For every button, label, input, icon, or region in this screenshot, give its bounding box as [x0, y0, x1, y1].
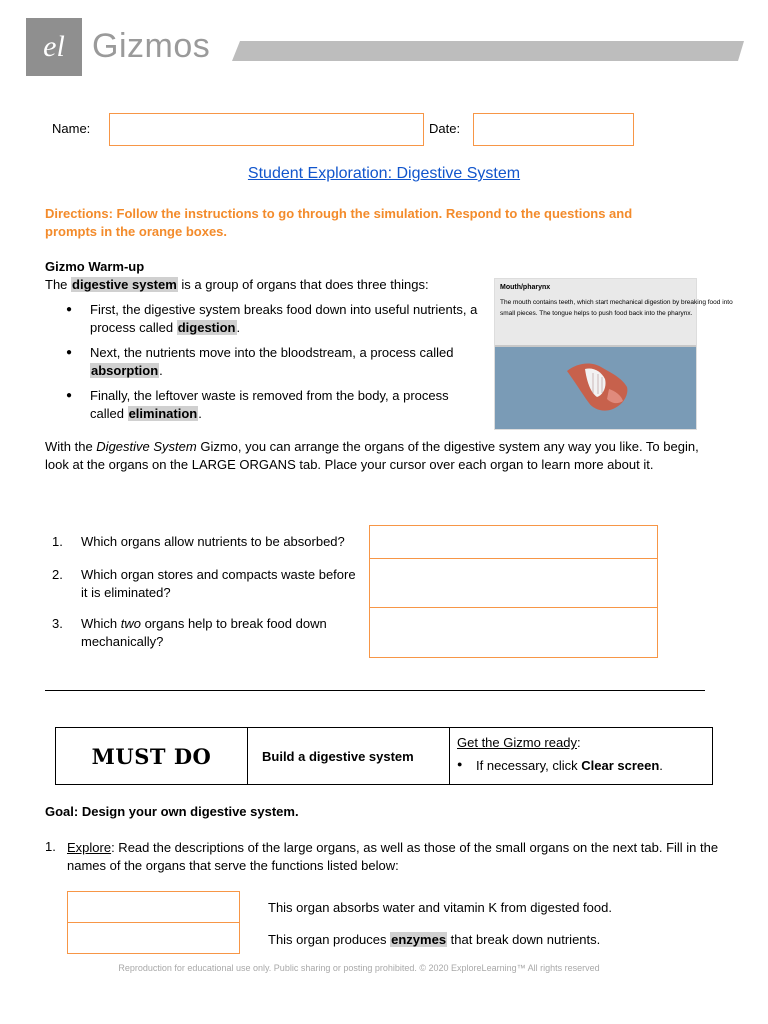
- date-field[interactable]: [473, 113, 634, 146]
- organ-answer-box-2[interactable]: [67, 922, 240, 954]
- goal-text: Goal: Design your own digestive system.: [45, 804, 299, 819]
- footer-copyright: Reproduction for educational use only. Public sharing or posting prohibited. © 2020 ExploreLearning™ All rights reserved: [118, 963, 600, 973]
- clear-screen-term: Clear screen: [581, 758, 660, 773]
- simulation-screenshot: [494, 278, 733, 430]
- explorelearning-logo: [26, 18, 82, 76]
- term-elimination: elimination: [128, 406, 198, 421]
- list-item: ● Next, the nutrients move into the bloodstream, a process called absorption.: [62, 344, 482, 380]
- question-list: 1. Which organs allow nutrients to be absorbed? 2. Which organ stores and compacts waste before it is eliminated? 3. Which two organs help to break food down mechanically?: [52, 534, 356, 649]
- header-bar: [232, 41, 744, 61]
- answer-box-q1[interactable]: [369, 525, 658, 559]
- sim-heading: Mouth/pharynx: [500, 284, 551, 291]
- section-divider: [45, 690, 705, 691]
- term-absorption: absorption: [91, 363, 159, 378]
- warmup-heading: Gizmo Warm-up: [45, 259, 145, 274]
- warmup-paragraph: With the Digestive System Gizmo, you can arrange the organs of the digestive system any way you like. To begin, look at the organs on the LARGE ORGANS tab. Place your cursor over each organ to learn more about it.: [45, 439, 699, 472]
- gizmo-ready-cell: Get the Gizmo ready: ● If necessary, click Clear screen.: [450, 728, 712, 784]
- name-field[interactable]: [109, 113, 424, 146]
- explore-instructions: Explore: Read the descriptions of the large organs, as well as those of the small organs on the next tab. Fill in the names of the organs that serve the functions listed below:: [67, 840, 719, 873]
- mouth-organ-icon: [563, 359, 633, 415]
- list-item: ● If necessary, click Clear screen.: [457, 758, 663, 773]
- brand-name: Gizmos: [92, 27, 211, 65]
- term-enzymes: enzymes: [391, 932, 447, 947]
- page-title[interactable]: Student Exploration: Digestive System: [247, 165, 521, 182]
- must-do-badge: MUST DO: [56, 728, 248, 784]
- function-1-text: This organ absorbs water and vitamin K from digested food.: [268, 900, 612, 915]
- organ-answer-box-1[interactable]: [67, 891, 240, 923]
- date-label: Date:: [429, 121, 461, 136]
- logo-text: el: [43, 30, 65, 63]
- directions-text: Directions: Follow the instructions to go through the simulation. Respond to the questions and prompts in the orange boxes.: [45, 206, 633, 239]
- name-label: Name:: [52, 121, 91, 136]
- answer-box-q2[interactable]: [369, 558, 658, 608]
- warmup-intro: The digestive system is a group of organs that does three things:: [45, 277, 429, 292]
- activity-title: Build a digestive system: [248, 728, 450, 784]
- list-item: ● Finally, the leftover waste is removed from the body, a process called elimination.: [62, 387, 482, 423]
- term-digestive-system: digestive system: [72, 277, 177, 292]
- get-ready-label: Get the Gizmo ready: [457, 735, 577, 750]
- warmup-bullet-list: [62, 301, 482, 430]
- function-2-text: This organ produces enzymes that break down nutrients.: [268, 932, 601, 947]
- explore-number: 1.: [45, 839, 56, 854]
- term-digestion: digestion: [177, 320, 236, 335]
- answer-box-q3[interactable]: [369, 607, 658, 658]
- sim-description: The mouth contains teeth, which start mechanical digestion by breaking food into small pieces. The tongue helps to push food back into the pharynx.: [500, 299, 733, 317]
- list-item: ● First, the digestive system breaks food down into useful nutrients, a process called digestion.: [62, 301, 482, 337]
- activity-table: [55, 727, 713, 785]
